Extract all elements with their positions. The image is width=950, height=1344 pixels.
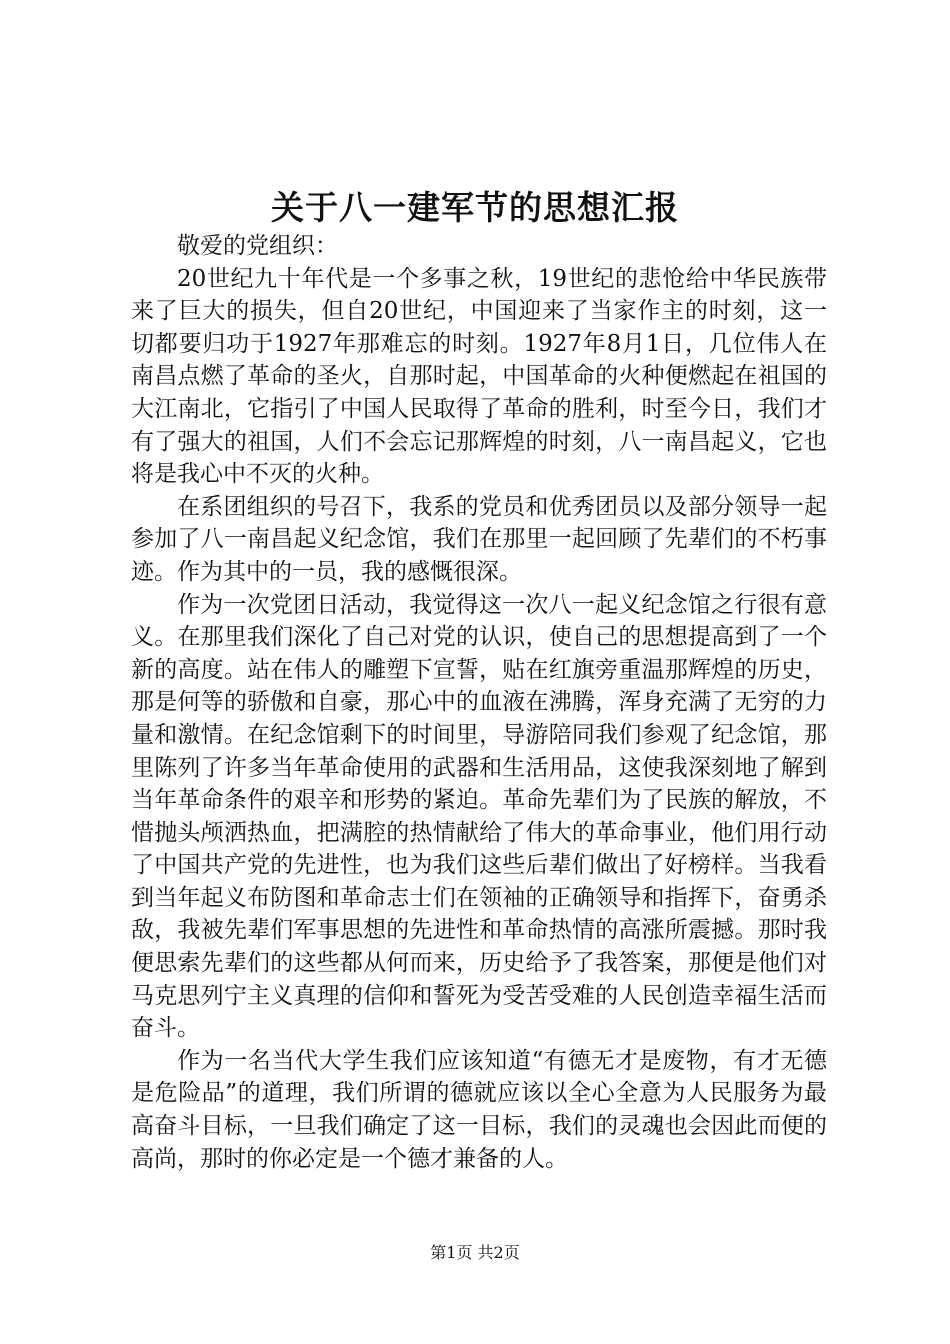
body-paragraph-2: 在系团组织的号召下，我系的党员和优秀团员以及部分领导一起参加了八一南昌起义纪念馆，我们在那里一起回顾了先辈们的不朽事迹。作为其中的一员，我的感慨很深。 [131,493,827,585]
salutation: 敬爱的党组织： [177,233,338,259]
document-body [131,230,827,1175]
body-paragraph-1: 20世纪九十年代是一个多事之秋，19世纪的悲怆给中华民族带来了巨大的损失，但自20世纪，中国迎来了当家作主的时刻，这一切都要归功于1927年那难忘的时刻。1927年8月1日，几位伟人在南昌点燃了革命的圣火，自那时起，中国革命的火种便燃起在祖国的大江南北，它指引了中国人民取得了革命的胜利，时至今日，我们才有了强大的祖国，人们不会忘记那辉煌的时刻，八一南昌起义，它也将是我心中不灭的火种。 [131,265,827,488]
document-title: 关于八一建军节的思想汇报 [271,188,679,227]
page-number-footer: 第1页 共2页 [430,1243,520,1262]
body-paragraph-3: 作为一次党团日活动，我觉得这一次八一起义纪念馆之行很有意义。在那里我们深化了自己对党的认识，使自己的思想提高到了一个新的高度。站在伟人的雕塑下宣誓，贴在红旗旁重温那辉煌的历史，那是何等的骄傲和自豪，那心中的血液在沸腾，浑身充满了无穷的力量和激情。在纪念馆剩下的时间里，导游陪同我们参观了纪念馆，那里陈列了许多当年革命使用的武器和生活用品，这使我深刻地了解到当年革命条件的艰辛和形势的紧迫。革命先辈们为了民族的解放，不惜抛头颅洒热血，把满腔的热情献给了伟大的革命事业，他们用行动了中国共产党的先进性，也为我们这些后辈们做出了好榜样。当我看到当年起义布防图和革命志士们在领袖的正确领导和指挥下，奋勇杀敌，我被先辈们军事思想的先进性和革命热情的高涨所震撼。那时我便思索先辈们的这些都从何而来，历史给予了我答案，那便是他们对马克思列宁主义真理的信仰和誓死为受苦受难的人民创造幸福生活而奋斗。 [131,591,827,1042]
body-paragraph-4: 作为一名当代大学生我们应该知道“有德无才是废物，有才无德是危险品”的道理，我们所谓的德就应该以全心全意为人民服务为最高奋斗目标，一旦我们确定了这一目标，我们的灵魂也会因此而便的高尚，那时的你必定是一个德才兼备的人。 [131,1047,827,1172]
